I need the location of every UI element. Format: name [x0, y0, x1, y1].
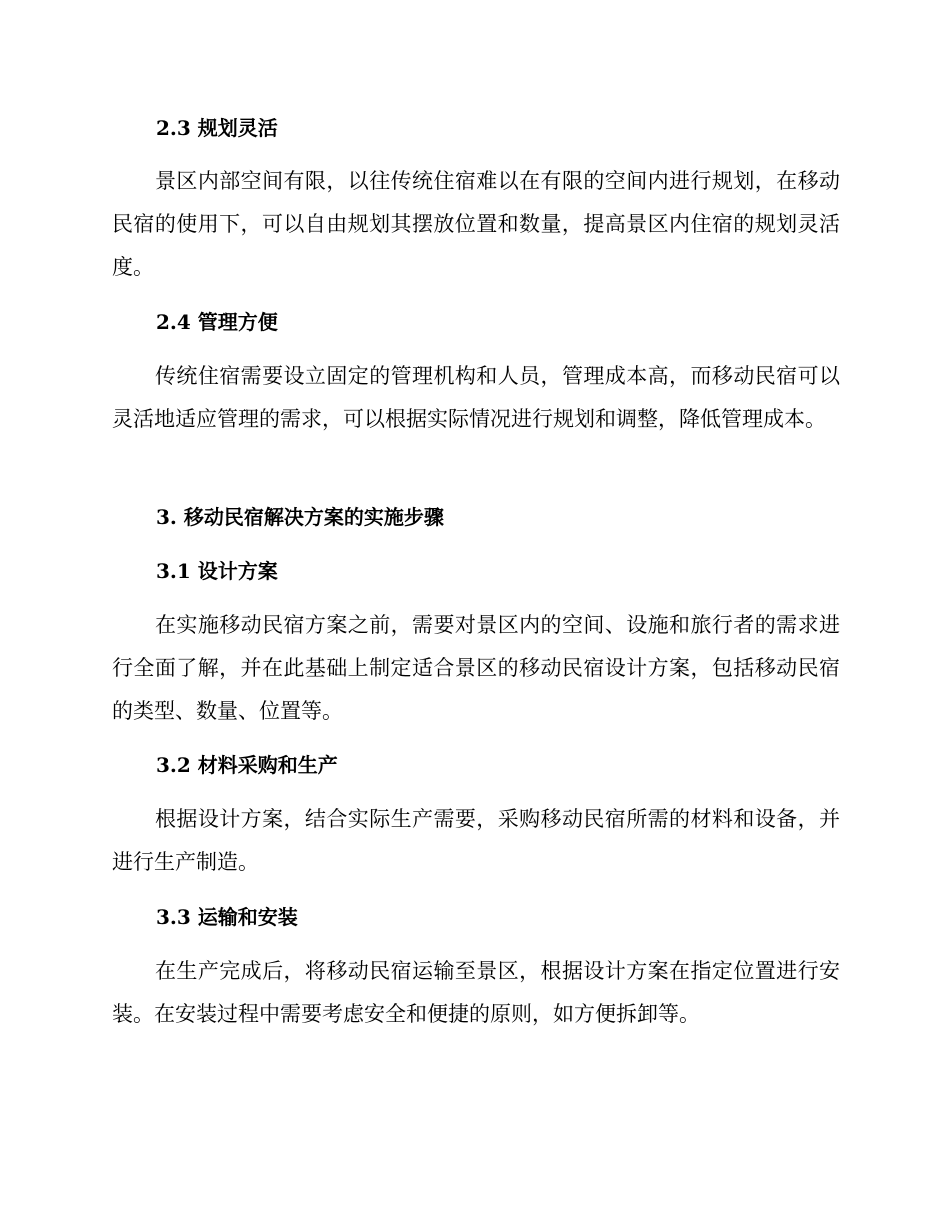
section-heading-2-4: 2.4 管理方便 [156, 310, 278, 334]
section-body-3-2: 根据设计方案，结合实际生产需要，采购移动民宿所需的材料和设备，并进行生产制造。 [112, 807, 840, 874]
section-body-3-1: 在实施移动民宿方案之前，需要对景区内的空间、设施和旅行者的需求进行全面了解，并在此基础上制定适合景区的移动民宿设计方案，包括移动民宿的类型、数量、位置等。 [112, 613, 840, 723]
section-heading-3-3: 3.3 运输和安装 [156, 905, 298, 929]
section-heading-3-1: 3.1 设计方案 [156, 559, 278, 583]
section-body-3-3: 在生产完成后，将移动民宿运输至景区，根据设计方案在指定位置进行安装。在安装过程中需要考虑安全和便捷的原则，如方便拆卸等。 [112, 959, 840, 1026]
section-heading-3: 3. 移动民宿解决方案的实施步骤 [156, 505, 444, 529]
section-body-2-3: 景区内部空间有限，以往传统住宿难以在有限的空间内进行规划，在移动民宿的使用下，可以自由规划其摆放位置和数量，提高景区内住宿的规划灵活度。 [112, 169, 840, 279]
section-heading-2-3: 2.3 规划灵活 [156, 116, 278, 140]
section-body-2-4: 传统住宿需要设立固定的管理机构和人员，管理成本高，而移动民宿可以灵活地适应管理的需求，可以根据实际情况进行规划和调整，降低管理成本。 [112, 364, 840, 431]
section-heading-3-2: 3.2 材料采购和生产 [156, 753, 338, 777]
